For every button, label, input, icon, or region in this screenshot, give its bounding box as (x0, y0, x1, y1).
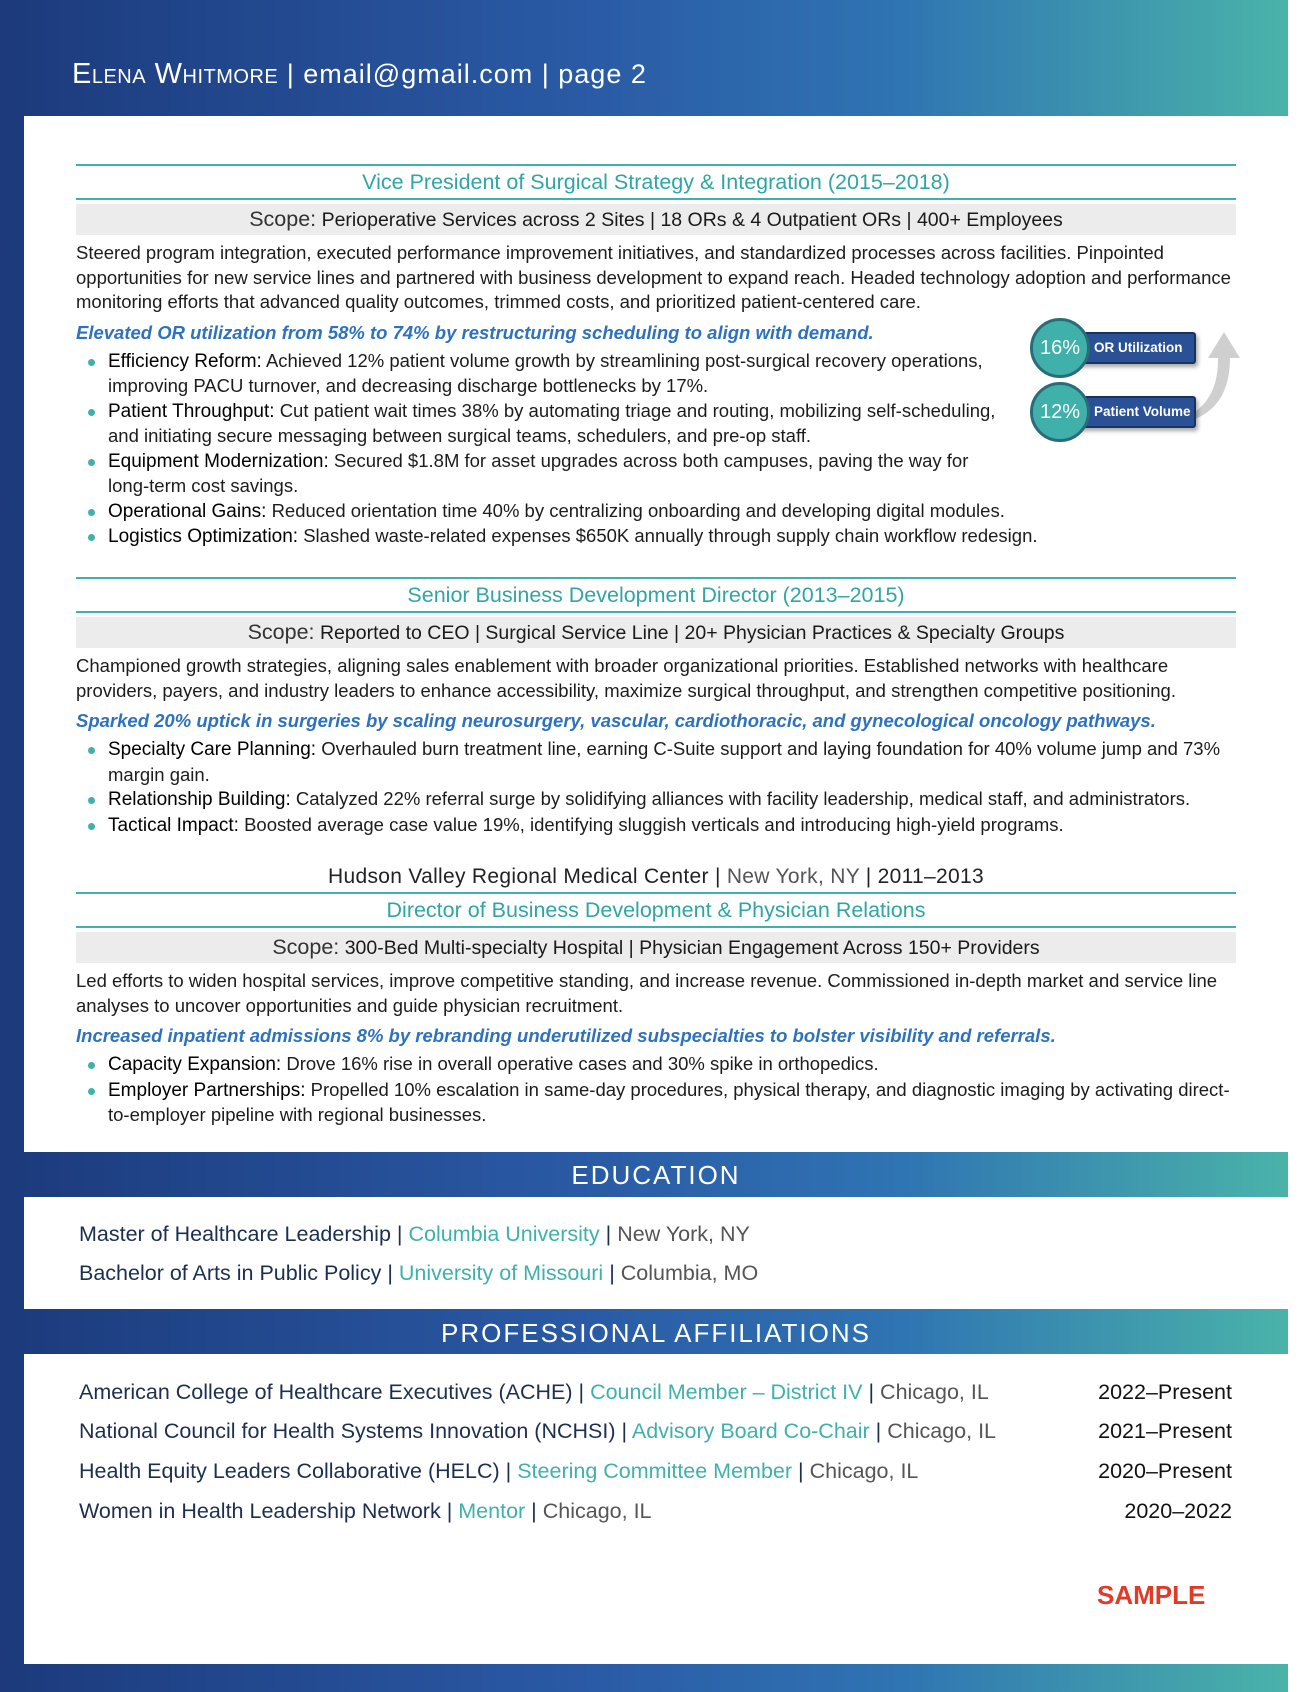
stat-label: Patient Volume (1094, 404, 1191, 419)
affiliation-location: Chicago, IL (880, 1380, 989, 1404)
job-summary: Steered program integration, executed performance improvement initiatives, and standardized processes across facilities. Pinpointed opportunities for new service lines and partnered with business development to expand reach. Headed technology adoption and performance monitoring efforts that advanced quality outcomes, trimmed costs, and prioritized patient-centered care. (76, 242, 1231, 312)
affiliation-years: 2020–2022 (1124, 1499, 1232, 1523)
separator: | (531, 1499, 537, 1523)
bullet-label: Tactical Impact: (108, 814, 239, 836)
list-item (76, 499, 1236, 525)
bullet-label: Relationship Building: (108, 789, 291, 810)
bullet-label: Efficiency Reform: (108, 350, 262, 372)
stat-circle (1030, 318, 1090, 378)
separator: | (865, 865, 872, 888)
page-edge (1288, 0, 1308, 1692)
stats-widget (1030, 318, 1250, 448)
bullet-text: Reduced orientation time 40% by centralizing onboarding and developing digital modules. (271, 499, 1005, 521)
employer-location: New York, NY (726, 865, 860, 888)
affiliation-location: Chicago, IL (542, 1499, 652, 1523)
affiliation-role: Steering Committee Member (517, 1459, 793, 1483)
separator: | (387, 1261, 393, 1285)
bullet-text: Drove 16% rise in overall operative cases and 30% spike in orthopedics. (286, 1053, 879, 1074)
bullet-list (76, 737, 1236, 838)
scope-bar (76, 204, 1236, 235)
employer-line (76, 862, 1236, 892)
separator: | (798, 1459, 804, 1483)
list-item (76, 1078, 1236, 1128)
sample-watermark: SAMPLE (1097, 1580, 1206, 1610)
affiliation-role: Mentor (458, 1499, 526, 1523)
list-item (76, 524, 1236, 550)
separator: | (609, 1261, 615, 1285)
separator: | (605, 1222, 612, 1246)
job-summary: Championed growth strategies, aligning sales enablement with broader organizational priorities. Established networks with healthcare providers, payers, and industry leaders to enhance accessibility, maximize surgical throughput, and strengthen competitive positioning. (76, 655, 1176, 701)
scope-bar (76, 932, 1236, 963)
affiliation-role: Advisory Board Co-Chair (631, 1419, 870, 1443)
separator: | (446, 1499, 453, 1523)
school-location: New York, NY (617, 1222, 750, 1246)
job-hudson-valley (76, 862, 1236, 1128)
scope-label: Scope: (247, 620, 315, 644)
scope-bar (76, 617, 1236, 648)
school: University of Missouri (398, 1261, 604, 1285)
bullet-label: Patient Throughput: (108, 400, 275, 422)
job-title: Vice President of Surgical Strategy & Integration (2015–2018) (362, 170, 950, 194)
organization: Women in Health Leadership Network (79, 1499, 441, 1523)
scope-label: Scope: (249, 207, 317, 231)
list-item (76, 349, 1008, 399)
affiliation-years: 2020–Present (1098, 1459, 1232, 1483)
bullet-text: Cut patient wait times 38% by automating triage and routing, mobilizing self-scheduling, and initiating secure messaging between surgical teams, schedulers, and pre-op staff. (108, 399, 996, 446)
key-achievement: Elevated OR utilization from 58% to 74% by restructuring scheduling to align with demand. (76, 321, 874, 343)
affiliation-item (79, 1459, 1232, 1484)
affiliation-role: Council Member – District IV (590, 1380, 863, 1404)
divider (76, 198, 1236, 200)
separator: | (505, 1459, 512, 1483)
affiliation-years: 2021–Present (1098, 1419, 1232, 1443)
scope-text: Perioperative Services across 2 Sites | 18 ORs & 4 Outpatient ORs | 400+ Employees (321, 209, 1063, 231)
bullet-text: Propelled 10% escalation in same-day procedures, physical therapy, and diagnostic imaging by activating direct-to-employer pipeline with regional businesses. (108, 1078, 1230, 1125)
school-location: Columbia, MO (620, 1261, 759, 1285)
affiliation-item (79, 1419, 1232, 1444)
bullet-text: Slashed waste-related expenses $650K annually through supply chain workflow redesign. (303, 525, 1038, 546)
list-item (76, 399, 1028, 449)
list-item (76, 787, 1236, 813)
page-header (72, 58, 647, 91)
bullet-text: Overhauled burn treatment line, earning C-Suite support and laying foundation for 40% volume jump and 73% margin gain. (108, 738, 1221, 785)
divider (76, 611, 1236, 613)
job-title: Senior Business Development Director (2013–2015) (407, 583, 905, 607)
bullet-text: Catalyzed 22% referral surge by solidifying alliances with facility leadership, medical staff, and administrators. (295, 788, 1191, 809)
separator: | (578, 1380, 585, 1404)
header-separator: | (541, 59, 559, 89)
candidate-name: Elena Whitmore (72, 58, 279, 90)
key-achievement: Increased inpatient admissions 8% by rebranding underutilized subspecialties to bolster visibility and referrals. (76, 1025, 1056, 1046)
bullet-label: Employer Partnerships: (108, 1079, 306, 1101)
job-senior-bd-director (76, 577, 1236, 838)
bullet-label: Logistics Optimization: (108, 526, 299, 547)
education-item (79, 1261, 1288, 1286)
list-item (76, 1052, 1236, 1078)
employer-name: Hudson Valley Regional Medical Center (328, 865, 709, 888)
affiliation-years: 2022–Present (1098, 1380, 1232, 1404)
stat-label: OR Utilization (1094, 340, 1183, 355)
affiliation-item (79, 1499, 1232, 1524)
separator: | (714, 865, 721, 888)
scope-text: 300-Bed Multi-specialty Hospital | Physician Engagement Across 150+ Providers (344, 937, 1040, 959)
school: Columbia University (408, 1222, 600, 1246)
list-item (76, 737, 1236, 787)
affiliation-location: Chicago, IL (887, 1419, 997, 1443)
education-item (79, 1222, 1288, 1247)
affiliation-item (79, 1380, 1232, 1405)
affiliation-location: Chicago, IL (809, 1459, 919, 1483)
bullet-label: Operational Gains: (108, 500, 267, 522)
list-item (76, 449, 988, 499)
stat-value: 12% (1039, 401, 1081, 423)
separator: | (621, 1419, 628, 1443)
list-item (76, 813, 1236, 839)
page-number: page 2 (558, 59, 647, 89)
bullet-label: Specialty Care Planning: (108, 739, 317, 760)
bullet-text: Boosted average case value 19%, identifying sluggish verticals and introducing high-yield programs. (244, 813, 1064, 835)
bullet-text: Achieved 12% patient volume growth by streamlining post-surgical recovery operations, improving PACU turnover, and decreasing discharge bottlenecks by 17%. (108, 349, 983, 396)
organization: American College of Healthcare Executives (ACHE) (79, 1380, 573, 1404)
section-heading-affiliations: PROFESSIONAL AFFILIATIONS (441, 1318, 871, 1348)
education-list (0, 1222, 1288, 1312)
employer-years: 2011–2013 (877, 865, 984, 888)
affiliations-list (0, 1380, 1232, 1560)
scope-text: Reported to CEO | Surgical Service Line | 20+ Physician Practices & Specialty Groups (319, 622, 1065, 644)
bullet-label: Equipment Modernization: (108, 450, 329, 472)
stat-value: 16% (1039, 337, 1081, 359)
organization: National Council for Health Systems Innovation (NCHSI) (79, 1419, 616, 1443)
contact-email: email@gmail.com (303, 59, 534, 89)
stat-circle (1030, 382, 1090, 442)
separator: | (868, 1380, 875, 1404)
job-title: Director of Business Development & Physician Relations (386, 898, 926, 922)
divider (76, 926, 1236, 928)
bullet-list (76, 1052, 1236, 1128)
key-achievement: Sparked 20% uptick in surgeries by scaling neurosurgery, vascular, cardiothoracic, and gynecological oncology pathways. (76, 710, 1156, 731)
scope-label: Scope: (272, 935, 340, 959)
degree: Master of Healthcare Leadership (79, 1222, 391, 1246)
degree: Bachelor of Arts in Public Policy (79, 1261, 382, 1285)
organization: Health Equity Leaders Collaborative (HELC) (79, 1459, 500, 1483)
separator: | (875, 1419, 882, 1443)
section-heading-education: EDUCATION (571, 1160, 741, 1190)
bullet-text: Secured $1.8M for asset upgrades across both campuses, paving the way for long-term cost savings. (108, 449, 969, 496)
bullet-label: Capacity Expansion: (108, 1054, 282, 1075)
header-separator: | (286, 59, 304, 89)
separator: | (396, 1222, 403, 1246)
job-summary: Led efforts to widen hospital services, improve competitive standing, and increase revenue. Commissioned in-depth market and service line analyses to uncover opportunities and guide physician recruitment. (76, 970, 1218, 1016)
